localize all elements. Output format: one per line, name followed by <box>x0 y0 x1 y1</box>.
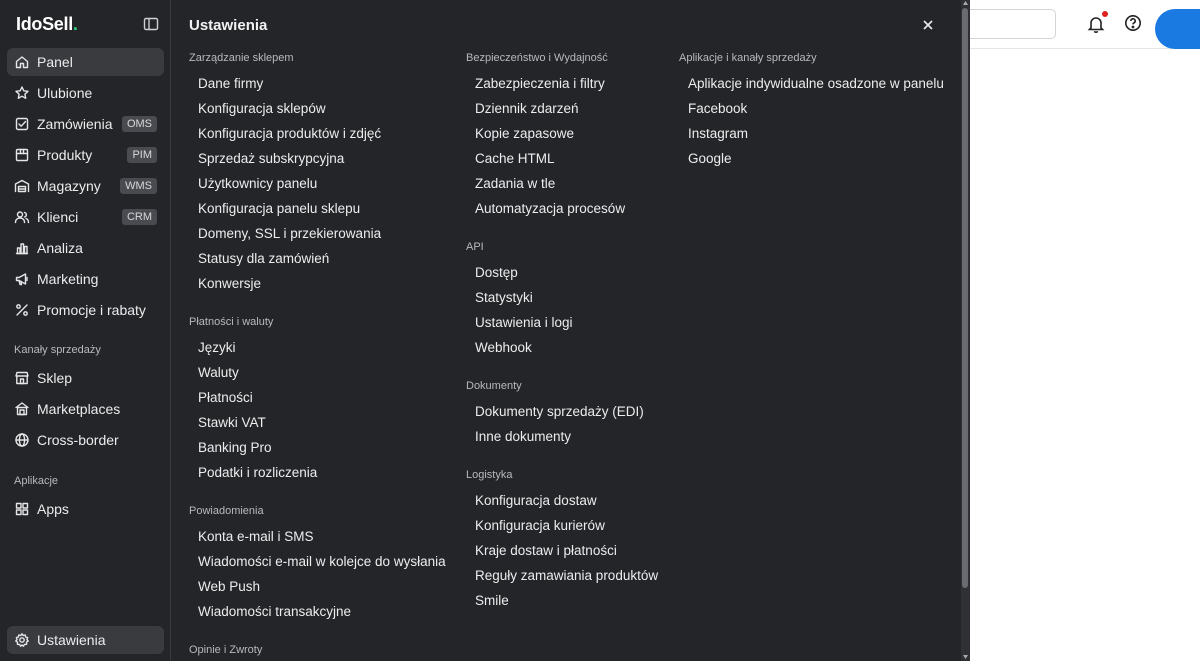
settings-link[interactable]: Banking Pro <box>198 440 272 455</box>
settings-link[interactable]: Stawki VAT <box>198 415 266 430</box>
sidebar-item-label: Zamówienia <box>37 116 113 132</box>
sidebar-item-label: Marketing <box>37 271 99 287</box>
settings-link[interactable]: Instagram <box>688 126 749 141</box>
sidebar-item-ulubione[interactable] <box>7 79 164 107</box>
sidebar-item-label: Apps <box>37 501 69 517</box>
scroll-up-icon[interactable] <box>962 0 969 6</box>
settings-group-label: Aplikacje i kanały sprzedaży <box>679 52 817 64</box>
sales-section-label: Kanały sprzedaży <box>14 344 101 356</box>
home-icon <box>14 54 30 70</box>
bell-icon[interactable] <box>1086 14 1106 34</box>
settings-link[interactable]: Konfiguracja sklepów <box>198 101 326 116</box>
page-title: Ustawienia <box>189 17 268 34</box>
sidebar-item-label: Ustawienia <box>37 632 106 648</box>
settings-link[interactable]: Zadania w tle <box>475 176 556 191</box>
module-badge: PIM <box>127 147 157 163</box>
settings-link[interactable]: Waluty <box>198 365 239 380</box>
settings-link[interactable]: Web Push <box>198 579 261 594</box>
sidebar-item-label: Produkty <box>37 147 93 163</box>
module-badge: WMS <box>120 178 157 194</box>
settings-link[interactable]: Dokumenty sprzedaży (EDI) <box>475 404 644 419</box>
store-icon <box>14 370 30 386</box>
settings-link[interactable]: Statusy dla zamówień <box>198 251 330 266</box>
users-icon <box>14 209 30 225</box>
settings-link[interactable]: Zabezpieczenia i filtry <box>475 76 605 91</box>
apps-section-label: Aplikacje <box>14 475 59 487</box>
sidebar-item-magazyny[interactable] <box>7 172 164 200</box>
sidebar-item-marketplaces[interactable] <box>7 395 164 423</box>
sidebar-item-analiza[interactable] <box>7 234 164 262</box>
logo-row <box>16 14 166 38</box>
settings-link[interactable]: Sprzedaż subskrypcyjna <box>198 151 345 166</box>
settings-group-label: API <box>466 241 484 253</box>
sidebar-item-label: Sklep <box>37 370 73 386</box>
sidebar-item-label: Ulubione <box>37 85 93 101</box>
globe-icon <box>14 432 30 448</box>
close-icon[interactable] <box>919 16 937 34</box>
megaphone-icon <box>14 271 30 287</box>
settings-link[interactable]: Smile <box>475 593 509 608</box>
gear-icon <box>14 632 30 648</box>
settings-group-label: Zarządzanie sklepem <box>189 52 294 64</box>
settings-link[interactable]: Domeny, SSL i przekierowania <box>198 226 382 241</box>
scrollbar-thumb[interactable] <box>962 8 968 588</box>
sidebar-item-panel[interactable] <box>7 48 164 76</box>
settings-group-label: Płatności i waluty <box>189 316 274 328</box>
settings-link[interactable]: Konwersje <box>198 276 262 291</box>
package-icon <box>14 147 30 163</box>
sidebar-item-ustawienia[interactable] <box>7 626 164 654</box>
checkbox-icon <box>14 116 30 132</box>
settings-link[interactable]: Płatności <box>198 390 253 405</box>
sidebar-collapse-icon[interactable] <box>143 16 159 32</box>
module-badge: CRM <box>122 209 157 225</box>
settings-link[interactable]: Automatyzacja procesów <box>475 201 626 216</box>
settings-link[interactable]: Dostęp <box>475 265 518 280</box>
search-input[interactable] <box>970 9 1056 39</box>
settings-panel <box>171 0 961 661</box>
notification-dot <box>1102 11 1108 17</box>
settings-group-label: Powiadomienia <box>189 505 264 517</box>
settings-link[interactable]: Google <box>688 151 732 166</box>
settings-link[interactable]: Facebook <box>688 101 748 116</box>
settings-group-label: Logistyka <box>466 469 513 481</box>
settings-link[interactable]: Ustawienia i logi <box>475 315 573 330</box>
sidebar-item-cross-border[interactable] <box>7 426 164 454</box>
sidebar-item-label: Magazyny <box>37 178 101 194</box>
settings-link[interactable]: Reguły zamawiania produktów <box>475 568 659 583</box>
chart-icon <box>14 240 30 256</box>
settings-group-label: Opinie i Zwroty <box>189 644 263 656</box>
sidebar-item-marketing[interactable] <box>7 265 164 293</box>
settings-link[interactable]: Aplikacje indywidualne osadzone w panelu <box>688 76 944 91</box>
settings-link[interactable]: Konfiguracja kurierów <box>475 518 605 533</box>
settings-link[interactable]: Użytkownicy panelu <box>198 176 318 191</box>
sidebar-item-label: Panel <box>37 54 73 70</box>
settings-link[interactable]: Języki <box>198 340 236 355</box>
scroll-down-icon[interactable] <box>962 654 969 660</box>
settings-link[interactable]: Webhook <box>475 340 532 355</box>
settings-link[interactable]: Dziennik zdarzeń <box>475 101 579 116</box>
marketplace-icon <box>14 401 30 417</box>
settings-link[interactable]: Wiadomości e-mail w kolejce do wysłania <box>198 554 446 569</box>
sidebar-item-sklep[interactable] <box>7 364 164 392</box>
sidebar-item-promocje-i-rabaty[interactable] <box>7 296 164 324</box>
sidebar-item-label: Analiza <box>37 240 83 256</box>
sidebar-item-zamówienia[interactable] <box>7 110 164 138</box>
sidebar-item-apps[interactable] <box>7 495 164 523</box>
settings-link[interactable]: Cache HTML <box>475 151 555 166</box>
settings-group-label: Bezpieczeństwo i Wydajność <box>466 52 608 64</box>
settings-link[interactable]: Wiadomości transakcyjne <box>198 604 352 619</box>
warehouse-icon <box>14 178 30 194</box>
apps-icon <box>14 501 30 517</box>
settings-link[interactable]: Konta e-mail i SMS <box>198 529 314 544</box>
sidebar-item-produkty[interactable] <box>7 141 164 169</box>
logo[interactable]: IdoSell. <box>16 14 78 34</box>
help-icon[interactable] <box>1124 14 1142 32</box>
sidebar-item-label: Promocje i rabaty <box>37 302 146 318</box>
sidebar <box>0 0 171 661</box>
sidebar-item-klienci[interactable] <box>7 203 164 231</box>
settings-link[interactable]: Kraje dostaw i płatności <box>475 543 617 558</box>
settings-link[interactable]: Statystyki <box>475 290 533 305</box>
avatar[interactable] <box>1155 9 1200 49</box>
settings-link[interactable]: Konfiguracja panelu sklepu <box>198 201 361 216</box>
percent-icon <box>14 302 30 318</box>
sidebar-item-label: Cross-border <box>37 432 119 448</box>
settings-link[interactable]: Konfiguracja produktów i zdjęć <box>198 126 382 141</box>
settings-link[interactable]: Kopie zapasowe <box>475 126 575 141</box>
settings-link[interactable]: Dane firmy <box>198 76 264 91</box>
sidebar-item-label: Klienci <box>37 209 79 225</box>
module-badge: OMS <box>122 116 157 132</box>
sidebar-item-label: Marketplaces <box>37 401 121 417</box>
settings-group-label: Dokumenty <box>466 380 522 392</box>
settings-link[interactable]: Podatki i rozliczenia <box>198 465 318 480</box>
star-icon <box>14 85 30 101</box>
settings-link[interactable]: Inne dokumenty <box>475 429 572 444</box>
settings-link[interactable]: Konfiguracja dostaw <box>475 493 597 508</box>
